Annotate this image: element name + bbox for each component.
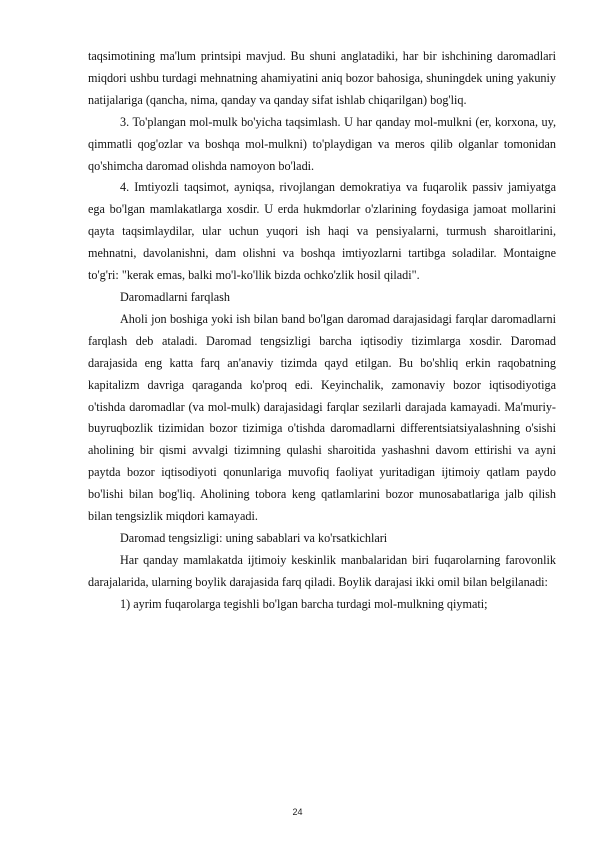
paragraph-list-item-1: 1) ayrim fuqarolarga tegishli bo'lgan barcha turdagi mol-mulkning qiymati;: [120, 596, 488, 611]
paragraph-income-differentiation: Aholi jon boshiga yoki ish bilan band bo'lgan daromad darajasidagi farqlar daromadlarni farqlash deb ataladi. Daromad tengsizligi barcha iqtisodiy tizimlarga xosdir. Daromad darajasida eng katta farq an'anaviy tizimda qayd etilgan. Bu bo'shliq erkin raqobatning kapitalizm davriga qaraganda ko'proq edi. Keyinchalik, zamonaviy bozor iqtisodiyotiga o'tishda daromadlar (va mol-mulk) darajasidagi farqlar sezilarli darajada kamayadi. Ma'muriy-buyruqbozlik tizimidan bozor tizimiga o'tishda daromadlarni differentsiatsiyalashning o'sishi aholining bir qismi avvalgi tizimning qulashi sharoitida yashashni davom ettirishi va ayni paytda bozor iqtisodiyoti qonunlariga muvofiq faoliyat yuritadigan ijtimoiy qatlam paydo bo'lishi bilan bog'liq. Aholining tobora keng qatlamlarini bozor munosabatlariga jalb qilish bilan tengsizlik miqdori kamayadi.: [88, 311, 556, 524]
page-number: 24: [292, 807, 303, 817]
paragraph-continuation: taqsimotining ma'lum printsipi mavjud. Bu shuni anglatadiki, har bir ishchining daromadlari miqdori ushbu turdagi mehnatning ahamiyatini aniq bozor bahosiga, shuningdek uning yakuniy natijalariga (qancha, nima, qanday va qanday sifat ishlab chiqarilgan) bog'liq.: [88, 49, 556, 107]
paragraph-social-tension: Har qanday mamlakatda ijtimoiy keskinlik manbalaridan biri fuqarolarning farovonlik darajalarida, ularning boylik darajasida farq qiladi. Boylik darajasi ikki omil bilan belgilanadi:: [88, 552, 556, 589]
paragraph-privileged-distribution: 4. Imtiyozli taqsimot, ayniqsa, rivojlangan demokratiya va fuqarolik passiv jamiyatga ega bo'lgan mamlakatlarga xosdir. U erda hukmdorlar o'zlarining foydasiga jamoat mollarini qayta taqsimlaydilar, ular uchun yuqori ish haqi va pensiyalarni, turmush sharoitlarini, mehnatni, davolanishni, dam olishni va boshqa imtiyozlarni tartibga soladilar. Montaigne to'g'ri: "kerak emas, balki mo'l-ko'llik bizda ochko'zlik hosil qiladi".: [88, 180, 556, 283]
section-heading-income-differentiation: Daromadlarni farqlash: [120, 289, 230, 304]
section-heading-income-inequality: Daromad tengsizligi: uning sabablari va ko'rsatkichlari: [120, 530, 388, 545]
paragraph-distribution-by-property: 3. To'plangan mol-mulk bo'yicha taqsimlash. U har qanday mol-mulkni (er, korxona, uy, qimmatli qog'ozlar va boshqa mol-mulkni) to'playdigan va meros qilib olganlar tomonidan qo'shimcha daromad olishda namoyon bo'ladi.: [88, 114, 556, 173]
body-text: [88, 46, 556, 616]
